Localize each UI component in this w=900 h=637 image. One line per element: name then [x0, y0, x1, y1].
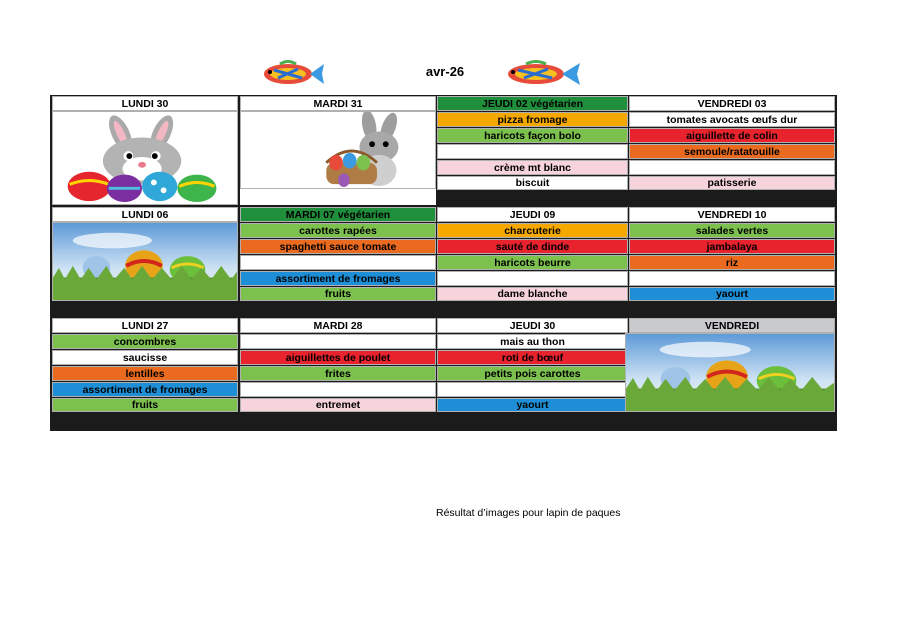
menu-item: jambalaya [629, 239, 835, 254]
menu-item: fruits [52, 398, 238, 412]
menu-item [437, 271, 628, 286]
day-header-jeudi-30: JEUDI 30 [437, 318, 628, 333]
menu-item: concombres [52, 334, 238, 349]
menu-item [629, 271, 835, 286]
easter-bunny-eggs-image [52, 111, 238, 205]
menu-item: fruits [240, 287, 436, 301]
menu-item [629, 160, 835, 175]
menu-item: saucisse [52, 350, 238, 365]
menu-item: salades vertes [629, 223, 835, 238]
easter-bunny-basket-image [240, 111, 436, 189]
menu-item [240, 255, 436, 270]
menu-item: crème mt blanc [437, 160, 628, 175]
day-header-lundi-27: LUNDI 27 [52, 318, 238, 333]
menu-item: assortiment de fromages [52, 382, 238, 397]
easter-eggs-grass-image [52, 222, 238, 301]
menu-item [437, 144, 628, 159]
menu-item: semoule/ratatouille [629, 144, 835, 159]
day-header-vendredi-10: VENDREDI 10 [629, 207, 835, 222]
day-header-lundi-06: LUNDI 06 [52, 207, 238, 222]
menu-item [240, 382, 436, 397]
day-header-jeudi-09: JEUDI 09 [437, 207, 628, 222]
menu-item [437, 382, 628, 397]
menu-item: dame blanche [437, 287, 628, 301]
menu-item: mais au thon [437, 334, 628, 349]
menu-item: yaourt [629, 287, 835, 301]
day-header-mardi-07: MARDI 07 végétarien [240, 207, 436, 222]
menu-item: spaghetti sauce tomate [240, 239, 436, 254]
day-header-vendredi-03: VENDREDI 03 [629, 96, 835, 111]
menu-item: haricots beurre [437, 255, 628, 270]
bunny-image-overflow [240, 189, 436, 205]
menu-item [240, 334, 436, 349]
day-header-lundi-30: LUNDI 30 [52, 96, 238, 111]
menu-item: pizza fromage [437, 112, 628, 127]
menu-item: carottes rapées [240, 223, 436, 238]
day-header-vendredi: VENDREDI [629, 318, 835, 333]
menu-item: aiguillette de colin [629, 128, 835, 143]
menu-item: lentilles [52, 366, 238, 381]
day-header-mardi-28: MARDI 28 [240, 318, 436, 333]
menu-title: avr-26 [425, 64, 465, 79]
menu-item: petits pois carottes [437, 366, 628, 381]
fish-decoration-left [258, 60, 324, 88]
menu-item: patisserie [629, 176, 835, 190]
menu-item: assortiment de fromages [240, 271, 436, 286]
menu-item: tomates avocats œufs dur [629, 112, 835, 127]
menu-item: frites [240, 366, 436, 381]
menu-item: haricots façon bolo [437, 128, 628, 143]
menu-item: yaourt [437, 398, 628, 412]
menu-item: sauté de dinde [437, 239, 628, 254]
menu-item: charcuterie [437, 223, 628, 238]
menu-item: aiguillettes de poulet [240, 350, 436, 365]
menu-item: roti de bœuf [437, 350, 628, 365]
fish-decoration-right [500, 60, 586, 88]
image-caption: Résultat d’images pour lapin de paques [436, 507, 621, 519]
easter-eggs-grass-image-2 [625, 333, 835, 412]
menu-item: entremet [240, 398, 436, 412]
menu-item: biscuit [437, 176, 628, 190]
day-header-jeudi-02: JEUDI 02 végétarien [437, 96, 628, 111]
day-header-mardi-31: MARDI 31 [240, 96, 436, 111]
menu-item: riz [629, 255, 835, 270]
